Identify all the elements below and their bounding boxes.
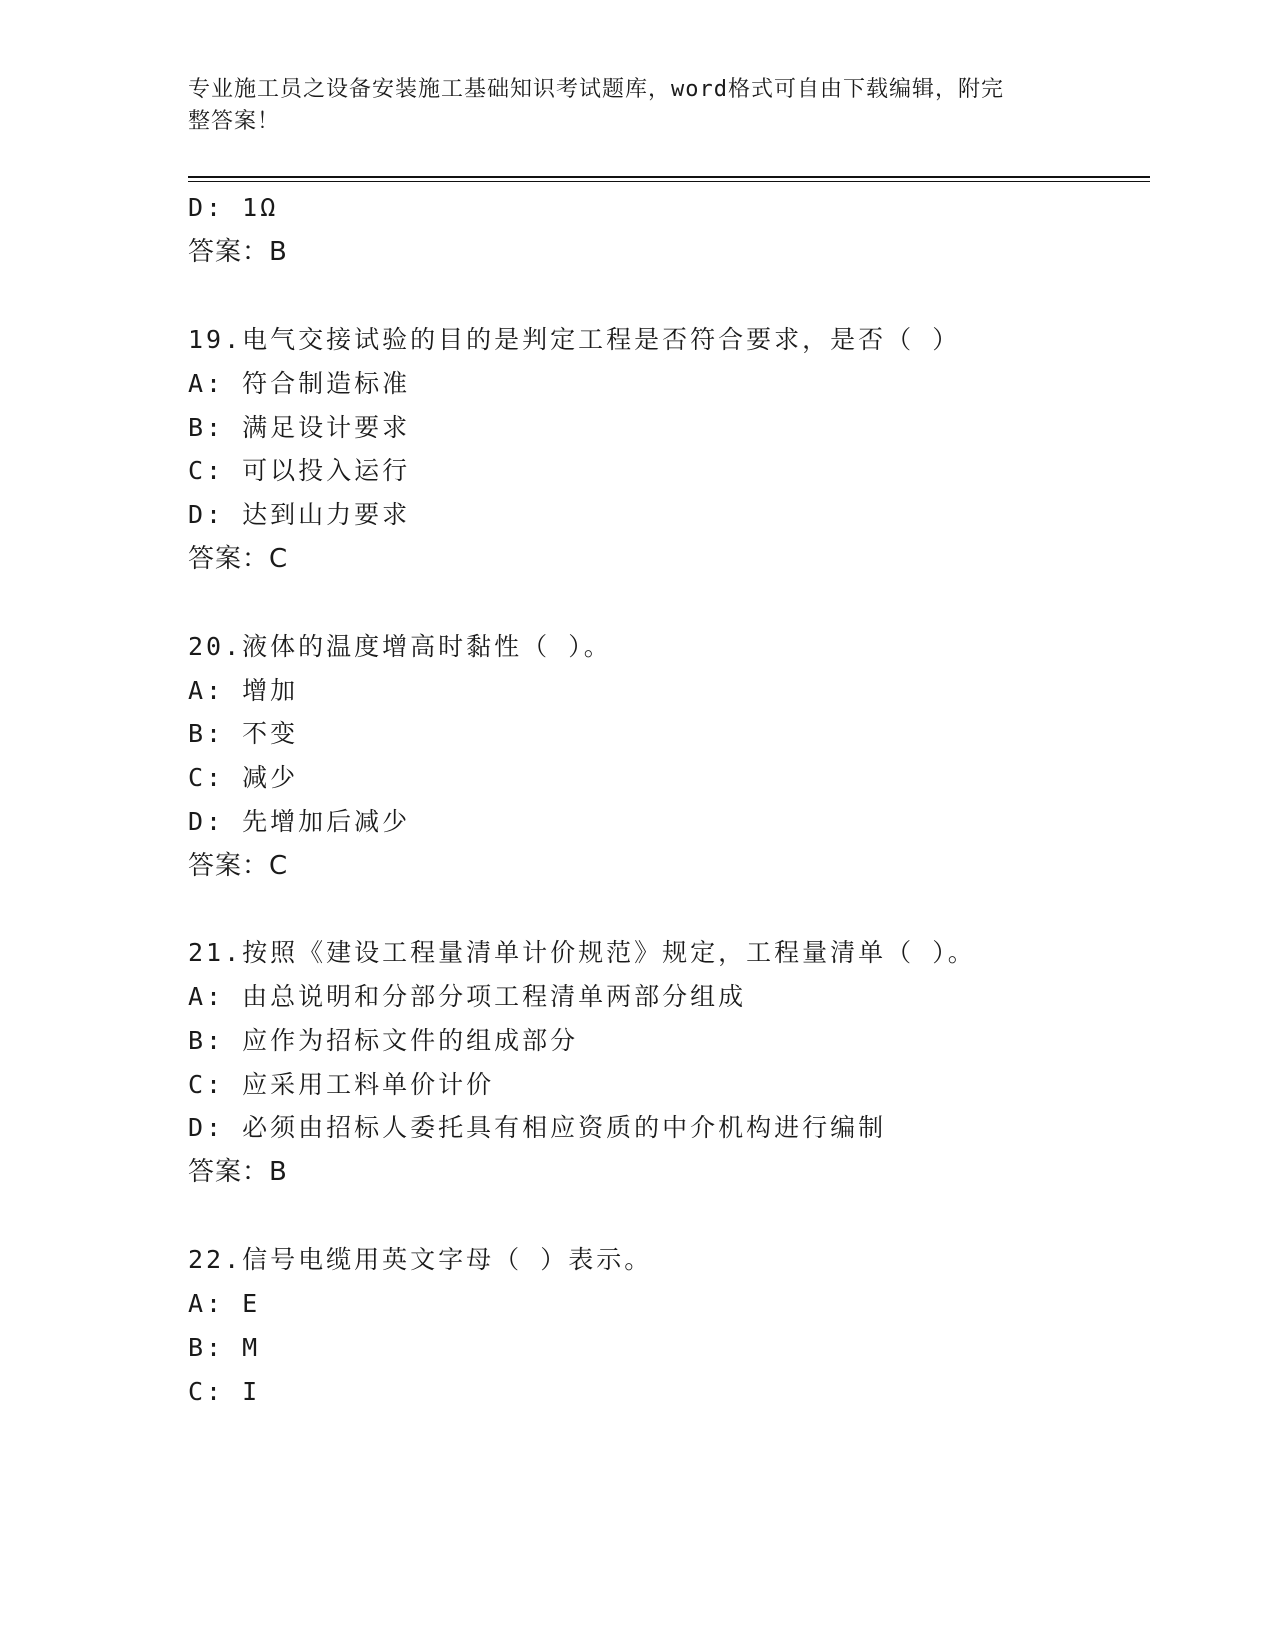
- q21-option-a: A: 由总说明和分部分项工程清单两部分组成: [188, 982, 747, 1011]
- q19-option-d: D: 达到山力要求: [188, 500, 411, 529]
- q20-option-b: B: 不变: [188, 719, 299, 748]
- q20-stem: 20.液体的温度增高时黏性（ ）。: [188, 632, 612, 661]
- q22-option-a: A: E: [188, 1289, 261, 1318]
- q22-option-b: B: M: [188, 1333, 261, 1362]
- q21-answer: 答案：B: [188, 1157, 288, 1187]
- q20-option-d: D: 先增加后减少: [188, 807, 411, 836]
- q18-answer: 答案：B: [188, 237, 288, 267]
- header-divider-thin: [188, 181, 1150, 182]
- q20-answer: 答案：C: [188, 851, 289, 881]
- q19-option-b: B: 满足设计要求: [188, 413, 411, 442]
- q21-option-c: C: 应采用工料单价计价: [188, 1070, 495, 1099]
- q21-option-b: B: 应作为招标文件的组成部分: [188, 1026, 579, 1055]
- q19-option-a: A: 符合制造标准: [188, 369, 411, 398]
- document-header: [188, 74, 1068, 138]
- q22-stem: 22.信号电缆用英文字母（ ）表示。: [188, 1245, 653, 1274]
- q19-option-c: C: 可以投入运行: [188, 456, 411, 485]
- q22-option-c: C: I: [188, 1377, 261, 1406]
- q20-option-c: C: 减少: [188, 763, 299, 792]
- q18-option-d: D: 1Ω: [188, 193, 279, 222]
- q19-stem: 19.电气交接试验的目的是判定工程是否符合要求，是否（ ）: [188, 325, 961, 354]
- q21-option-d: D: 必须由招标人委托具有相应资质的中介机构进行编制: [188, 1113, 887, 1142]
- q19-answer: 答案：C: [188, 544, 289, 574]
- header-line-2: 整答案！: [188, 109, 281, 134]
- q21-stem: 21.按照《建设工程量清单计价规范》规定，工程量清单（ ）。: [188, 938, 976, 967]
- q20-option-a: A: 增加: [188, 676, 299, 705]
- header-divider-thick: [188, 176, 1150, 178]
- header-line-1: 专业施工员之设备安装施工基础知识考试题库，word格式可自由下载编辑，附完: [188, 77, 1004, 102]
